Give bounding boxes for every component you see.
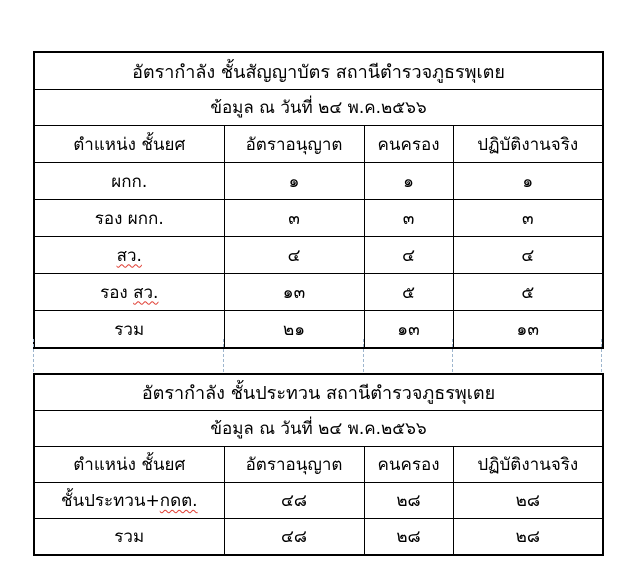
authorized-cell: ๒๑	[224, 311, 364, 349]
table-row	[34, 90, 603, 126]
position-cell	[34, 519, 224, 556]
table-row	[34, 274, 603, 311]
authorized-cell: ๑๓	[224, 274, 364, 311]
occupied-cell: ๒๘	[364, 483, 453, 519]
authorized-cell: ๑	[224, 163, 364, 200]
table-row	[34, 200, 603, 237]
actual-cell: ๔	[453, 237, 603, 274]
occupied-cell: ๑๓	[364, 311, 453, 349]
occupied-cell: ๔	[364, 237, 453, 274]
column-header: อัตราอนุญาต	[224, 447, 364, 483]
table-row	[34, 411, 603, 447]
position-label: รวม	[114, 527, 145, 547]
column-header: ตำแหน่ง ชั้นยศ	[34, 447, 224, 483]
table-row	[34, 374, 603, 411]
table-row	[34, 237, 603, 274]
column-header: คนครอง	[364, 447, 453, 483]
position-cell	[34, 200, 224, 237]
actual-cell: ๑	[453, 163, 603, 200]
table-title: อัตรากำลัง ชั้นประทวน สถานีตำรวจภูธรพุเตย	[34, 374, 603, 411]
table-row	[34, 483, 603, 519]
authorized-cell: ๔๘	[224, 519, 364, 556]
position-label: ผกก.	[111, 171, 148, 192]
table-row	[34, 163, 603, 200]
commissioned-officers-table	[33, 51, 604, 349]
table-row	[34, 52, 603, 90]
table-date-line: ข้อมูล ณ วันที่ ๒๔ พ.ค.๒๕๖๖	[34, 90, 603, 126]
misspelled-word: สว.	[133, 282, 159, 303]
dashed-gridline	[363, 339, 364, 372]
actual-cell: ๑๓	[453, 311, 603, 349]
actual-cell: ๒๘	[453, 519, 603, 556]
column-header: ตำแหน่ง ชั้นยศ	[34, 126, 224, 163]
dashed-gridline	[601, 339, 602, 372]
position-label: ชั้นประทวน+	[60, 491, 160, 511]
position-cell	[34, 274, 224, 311]
misspelled-word: สว.	[116, 245, 142, 266]
actual-cell: ๕	[453, 274, 603, 311]
occupied-cell: ๑	[364, 163, 453, 200]
actual-cell: ๒๘	[453, 483, 603, 519]
position-cell	[34, 237, 224, 274]
position-cell	[34, 311, 224, 349]
non-commissioned-officers-table	[33, 373, 604, 556]
misspelled-word: กดต.	[159, 491, 198, 511]
column-header: ปฏิบัติงานจริง	[453, 126, 603, 163]
column-header: คนครอง	[364, 126, 453, 163]
actual-cell: ๓	[453, 200, 603, 237]
table-date-line: ข้อมูล ณ วันที่ ๒๔ พ.ค.๒๕๖๖	[34, 411, 603, 447]
table-total-row	[34, 519, 603, 556]
table-total-row	[34, 311, 603, 349]
position-label: รวม	[114, 319, 145, 340]
table-header-row	[34, 447, 603, 483]
position-cell	[34, 483, 224, 519]
dashed-gridline	[452, 339, 453, 372]
table-title: อัตรากำลัง ชั้นสัญญาบัตร สถานีตำรวจภูธรพุเตย	[34, 52, 603, 90]
position-cell	[34, 163, 224, 200]
authorized-cell: ๔๘	[224, 483, 364, 519]
authorized-cell: ๓	[224, 200, 364, 237]
dashed-gridline	[33, 339, 34, 372]
dashed-gridline	[223, 339, 224, 372]
occupied-cell: ๕	[364, 274, 453, 311]
column-header: ปฏิบัติงานจริง	[453, 447, 603, 483]
position-label: รอง	[100, 282, 134, 303]
occupied-cell: ๓	[364, 200, 453, 237]
position-label: รอง ผกก.	[94, 208, 164, 229]
table-header-row	[34, 126, 603, 163]
occupied-cell: ๒๘	[364, 519, 453, 556]
authorized-cell: ๔	[224, 237, 364, 274]
column-header: อัตราอนุญาต	[224, 126, 364, 163]
